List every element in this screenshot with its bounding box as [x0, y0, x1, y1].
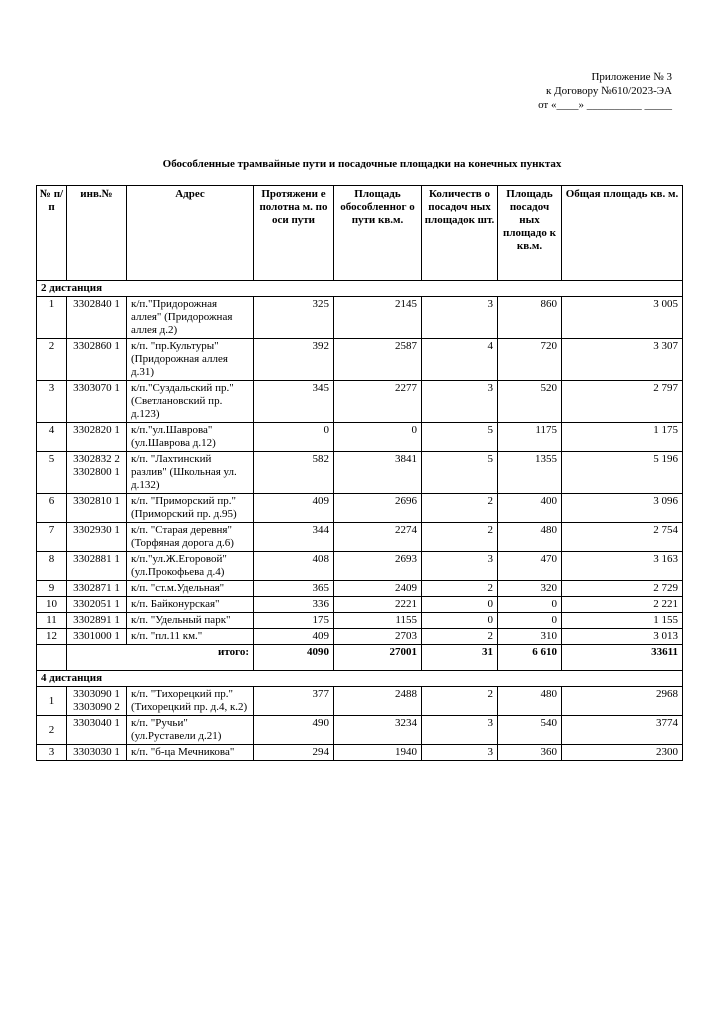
- platform-area: 0: [498, 597, 562, 613]
- total-area: 3774: [562, 716, 683, 745]
- platform-count: 3: [422, 297, 498, 339]
- col-header-platform-area: Площадь посадоч ных площадо к кв.м.: [498, 186, 562, 281]
- col-header-platform-count: Количеств о посадоч ных площадок шт.: [422, 186, 498, 281]
- track-length: 409: [254, 494, 334, 523]
- platform-count: 2: [422, 523, 498, 552]
- platform-count: 2: [422, 494, 498, 523]
- inventory-number: 3302832 2 3302800 1: [67, 452, 127, 494]
- platform-count: 2: [422, 629, 498, 645]
- address: к/п. "б-ца Мечникова": [127, 745, 254, 761]
- address: к/п. "пр.Культуры" (Придорожная аллея д.31): [127, 339, 254, 381]
- appendix-line-3: от «____» __________ _____: [538, 99, 672, 111]
- section-row: [37, 281, 683, 297]
- appendix-line-1: Приложение № 3: [591, 71, 672, 83]
- address: к/п. Байконурская": [127, 597, 254, 613]
- table-row: [37, 339, 683, 381]
- col-header-inventory: инв.№: [67, 186, 127, 281]
- track-area: 2274: [334, 523, 422, 552]
- table-row: [37, 381, 683, 423]
- inventory-number: 3302840 1: [67, 297, 127, 339]
- track-area: 3841: [334, 452, 422, 494]
- inventory-number: 3302810 1: [67, 494, 127, 523]
- platform-count: 4: [422, 339, 498, 381]
- total-empty-cell: [37, 645, 67, 671]
- address: к/п. "Старая деревня" (Торфяная дорога д.6): [127, 523, 254, 552]
- track-area: 2696: [334, 494, 422, 523]
- total-area: 3 163: [562, 552, 683, 581]
- table-row: [37, 494, 683, 523]
- track-length: 365: [254, 581, 334, 597]
- platform-count: 3: [422, 716, 498, 745]
- inventory-number: 3303040 1: [67, 716, 127, 745]
- row-number: 3: [37, 745, 67, 761]
- track-area: 1940: [334, 745, 422, 761]
- row-number: 10: [37, 597, 67, 613]
- track-area: 1155: [334, 613, 422, 629]
- platform-area: 320: [498, 581, 562, 597]
- total-area: 2 221: [562, 597, 683, 613]
- platform-count: 5: [422, 423, 498, 452]
- table-row: [37, 716, 683, 745]
- table-header-row: [37, 186, 683, 281]
- address: к/п. "Приморский пр." (Приморский пр. д.95): [127, 494, 254, 523]
- total-area: 2 754: [562, 523, 683, 552]
- track-length: 336: [254, 597, 334, 613]
- col-header-track-area: Площадь обособленног о пути кв.м.: [334, 186, 422, 281]
- platform-count: 3: [422, 381, 498, 423]
- inventory-number: 3302881 1: [67, 552, 127, 581]
- platform-area: 310: [498, 629, 562, 645]
- track-length: 582: [254, 452, 334, 494]
- track-length: 392: [254, 339, 334, 381]
- total-area: 2 729: [562, 581, 683, 597]
- platform-area: 470: [498, 552, 562, 581]
- platform-count: 0: [422, 613, 498, 629]
- inventory-number: 3303030 1: [67, 745, 127, 761]
- track-area: 2703: [334, 629, 422, 645]
- inventory-number: 3301000 1: [67, 629, 127, 645]
- appendix-line-2: к Договору №610/2023-ЭА: [546, 85, 672, 97]
- address: к/п."Суздальский пр." (Светлановский пр. д.123): [127, 381, 254, 423]
- col-header-length: Протяжени е полотна м. по оси пути: [254, 186, 334, 281]
- table-row: [37, 613, 683, 629]
- address: к/п. "ст.м.Удельная": [127, 581, 254, 597]
- row-number: 11: [37, 613, 67, 629]
- appendix-header: [538, 70, 672, 112]
- track-length: 490: [254, 716, 334, 745]
- platform-count: 3: [422, 552, 498, 581]
- document-title: Обособленные трамвайные пути и посадочные площадки на конечных пунктах: [162, 158, 562, 170]
- total-track-area: 27001: [334, 645, 422, 671]
- platform-count: 2: [422, 687, 498, 716]
- row-number: 8: [37, 552, 67, 581]
- col-header-total-area: Общая площадь кв. м.: [562, 186, 683, 281]
- platform-area: 480: [498, 523, 562, 552]
- total-area: 3 005: [562, 297, 683, 339]
- track-length: 377: [254, 687, 334, 716]
- track-area: 0: [334, 423, 422, 452]
- row-number: 1: [37, 687, 67, 716]
- total-platform-area: 6 610: [498, 645, 562, 671]
- inventory-number: 3302930 1: [67, 523, 127, 552]
- inventory-number: 3302871 1: [67, 581, 127, 597]
- table-row: [37, 745, 683, 761]
- platform-area: 860: [498, 297, 562, 339]
- platform-area: 520: [498, 381, 562, 423]
- inventory-number: 3302860 1: [67, 339, 127, 381]
- section-title: 2 дистанция: [37, 281, 683, 297]
- row-number: 1: [37, 297, 67, 339]
- total-area: 1 155: [562, 613, 683, 629]
- address: к/п. "Ручьи" (ул.Руставели д.21): [127, 716, 254, 745]
- address: к/п. "пл.11 км.": [127, 629, 254, 645]
- track-length: 294: [254, 745, 334, 761]
- total-area: 3 096: [562, 494, 683, 523]
- total-track-length: 4090: [254, 645, 334, 671]
- row-number: 7: [37, 523, 67, 552]
- track-area: 2145: [334, 297, 422, 339]
- track-area: 2277: [334, 381, 422, 423]
- table-row: [37, 297, 683, 339]
- platform-area: 400: [498, 494, 562, 523]
- platform-area: 480: [498, 687, 562, 716]
- table-body: [37, 281, 683, 761]
- total-area: 2968: [562, 687, 683, 716]
- track-length: 408: [254, 552, 334, 581]
- track-area: 2409: [334, 581, 422, 597]
- total-area: 3 307: [562, 339, 683, 381]
- row-number: 9: [37, 581, 67, 597]
- track-length: 0: [254, 423, 334, 452]
- track-area: 2693: [334, 552, 422, 581]
- table-row: [37, 423, 683, 452]
- table-row: [37, 552, 683, 581]
- row-number: 2: [37, 339, 67, 381]
- total-area: 1 175: [562, 423, 683, 452]
- table-row: [37, 629, 683, 645]
- total-platform-count: 31: [422, 645, 498, 671]
- track-area: 3234: [334, 716, 422, 745]
- total-area: 3 013: [562, 629, 683, 645]
- row-number: 6: [37, 494, 67, 523]
- address: к/п. "Лахтинский разлив" (Школьная ул. д.132): [127, 452, 254, 494]
- section-title: 4 дистанция: [37, 671, 683, 687]
- table-row: [37, 452, 683, 494]
- track-area: 2488: [334, 687, 422, 716]
- address: к/п. "Тихорецкий пр." (Тихорецкий пр. д.4, к.2): [127, 687, 254, 716]
- total-area: 2300: [562, 745, 683, 761]
- inventory-number: 3302051 1: [67, 597, 127, 613]
- table-row: [37, 597, 683, 613]
- data-table: [36, 185, 683, 761]
- total-area: 5 196: [562, 452, 683, 494]
- track-length: 175: [254, 613, 334, 629]
- track-length: 409: [254, 629, 334, 645]
- track-length: 345: [254, 381, 334, 423]
- track-area: 2587: [334, 339, 422, 381]
- track-area: 2221: [334, 597, 422, 613]
- row-number: 5: [37, 452, 67, 494]
- address: к/п. "Удельный парк": [127, 613, 254, 629]
- row-number: 4: [37, 423, 67, 452]
- platform-count: 3: [422, 745, 498, 761]
- platform-area: 540: [498, 716, 562, 745]
- total-total-area: 33611: [562, 645, 683, 671]
- row-number: 3: [37, 381, 67, 423]
- inventory-number: 3302820 1: [67, 423, 127, 452]
- total-label: итого:: [67, 645, 254, 671]
- platform-area: 0: [498, 613, 562, 629]
- platform-count: 2: [422, 581, 498, 597]
- table-row: [37, 687, 683, 716]
- inventory-number: 3303090 1 3303090 2: [67, 687, 127, 716]
- platform-area: 1355: [498, 452, 562, 494]
- table-row: [37, 581, 683, 597]
- table-row: [37, 523, 683, 552]
- platform-count: 0: [422, 597, 498, 613]
- section-row: [37, 671, 683, 687]
- track-length: 325: [254, 297, 334, 339]
- address: к/п."Придорожная аллея" (Придорожная аллея д.2): [127, 297, 254, 339]
- track-length: 344: [254, 523, 334, 552]
- col-header-number: № п/ п: [37, 186, 67, 281]
- platform-area: 1175: [498, 423, 562, 452]
- inventory-number: 3302891 1: [67, 613, 127, 629]
- total-area: 2 797: [562, 381, 683, 423]
- platform-count: 5: [422, 452, 498, 494]
- total-row: [37, 645, 683, 671]
- row-number: 12: [37, 629, 67, 645]
- inventory-number: 3303070 1: [67, 381, 127, 423]
- address: к/п."ул.Ж.Егоровой" (ул.Прокофьева д.4): [127, 552, 254, 581]
- platform-area: 360: [498, 745, 562, 761]
- address: к/п."ул.Шаврова" (ул.Шаврова д.12): [127, 423, 254, 452]
- platform-area: 720: [498, 339, 562, 381]
- col-header-address: Адрес: [127, 186, 254, 281]
- row-number: 2: [37, 716, 67, 745]
